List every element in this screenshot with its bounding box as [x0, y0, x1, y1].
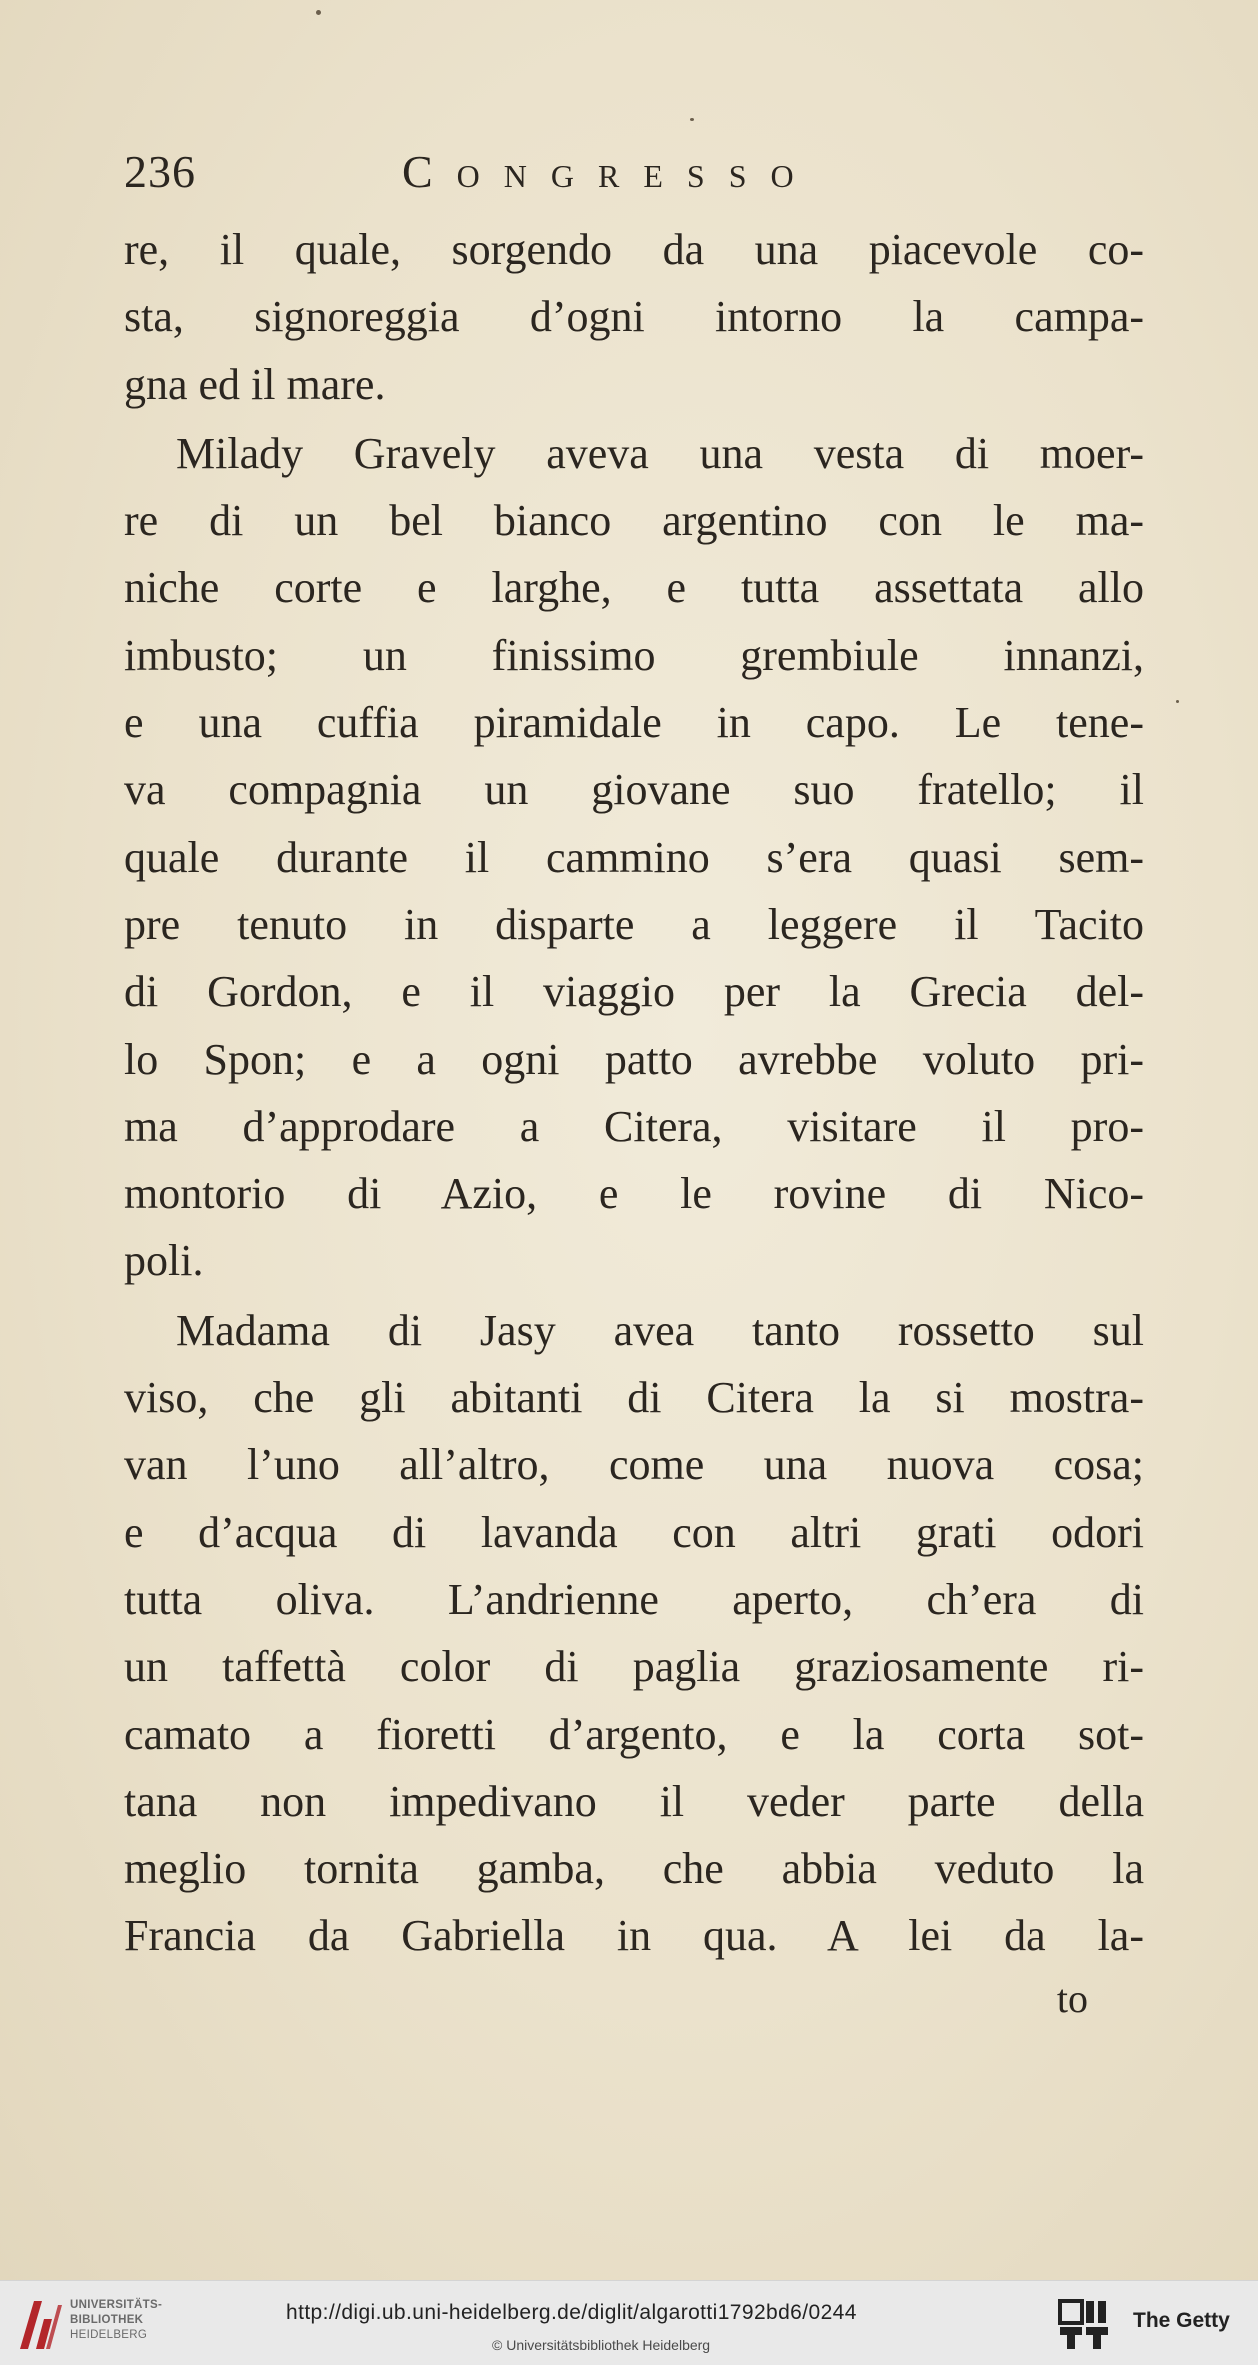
page-number: 236	[124, 146, 196, 197]
running-head: Congresso	[402, 146, 818, 197]
library-name-line: HEIDELBERG	[70, 2329, 148, 2341]
getty-logo	[1058, 2299, 1110, 2351]
text-line: viso, che gli abitanti di Citera la si mostra-	[124, 1373, 1144, 1423]
viewer-footer	[0, 2280, 1258, 2365]
text-line: camato a fioretti d’argento, e la corta sot-	[124, 1709, 1144, 1759]
paper-speck	[1176, 700, 1179, 703]
text-line: Madama di Jasy avea tanto rossetto sul	[176, 1305, 1144, 1355]
text-line: e una cuffia piramidale in capo. Le tene-	[124, 698, 1144, 748]
paper-speck	[690, 118, 694, 121]
permalink-url[interactable]: http://digi.ub.uni-heidelberg.de/diglit/algarotti1792bd6/0244	[286, 2301, 857, 2324]
library-name-line: UNIVERSITÄTS-	[70, 2299, 163, 2311]
text-line: quale durante il cammino s’era quasi sem-	[124, 832, 1144, 882]
text-line: di Gordon, e il viaggio per la Grecia del-	[124, 967, 1144, 1017]
copyright-notice: © Universitätsbibliothek Heidelberg	[492, 2337, 711, 2353]
library-name	[70, 2298, 162, 2343]
text-line: van l’uno all’altro, come una nuova cosa;	[124, 1440, 1144, 1490]
page-header	[120, 145, 1160, 215]
text-line: tutta oliva. L’andrienne aperto, ch’era di	[124, 1574, 1144, 1624]
text-line: montorio di Azio, e le rovine di Nico-	[124, 1169, 1144, 1219]
text-line: imbusto; un finissimo grembiule innanzi,	[124, 630, 1144, 680]
text-line: pre tenuto in disparte a leggere il Tacito	[124, 899, 1144, 949]
paper-speck	[316, 10, 321, 15]
catchword: to	[1056, 1976, 1088, 2021]
partner-name: The Getty	[1133, 2309, 1230, 2332]
text-line: poli.	[124, 1236, 204, 1286]
text-line: re di un bel bianco argentino con le ma-	[124, 496, 1144, 546]
text-line: Francia da Gabriella in qua. A lei da la-	[124, 1911, 1144, 1961]
university-library-heidelberg-logo	[14, 2295, 62, 2353]
text-line: tana non impedivano il veder parte della	[124, 1776, 1144, 1826]
text-line: meglio tornita gamba, che abbia veduto la	[124, 1844, 1144, 1894]
text-line: niche corte e larghe, e tutta assettata allo	[124, 563, 1144, 613]
text-line: va compagnia un giovane suo fratello; il	[124, 765, 1144, 815]
text-line: e d’acqua di lavanda con altri grati odori	[124, 1507, 1144, 1557]
library-name-line: BIBLIOTHEK	[70, 2314, 144, 2326]
text-line: Milady Gravely aveva una vesta di moer-	[176, 428, 1144, 478]
text-line: ma d’approdare a Citera, visitare il pro-	[124, 1101, 1144, 1151]
text-line: un taffettà color di paglia graziosamente ri-	[124, 1642, 1144, 1692]
text-line: re, il quale, sorgendo da una piacevole co-	[124, 225, 1144, 274]
text-line: gna ed il mare.	[124, 359, 386, 409]
text-line: sta, signoreggia d’ogni intorno la campa-	[124, 292, 1144, 342]
body-text	[124, 216, 1144, 1970]
text-line: lo Spon; e a ogni patto avrebbe voluto pri-	[124, 1034, 1144, 1084]
